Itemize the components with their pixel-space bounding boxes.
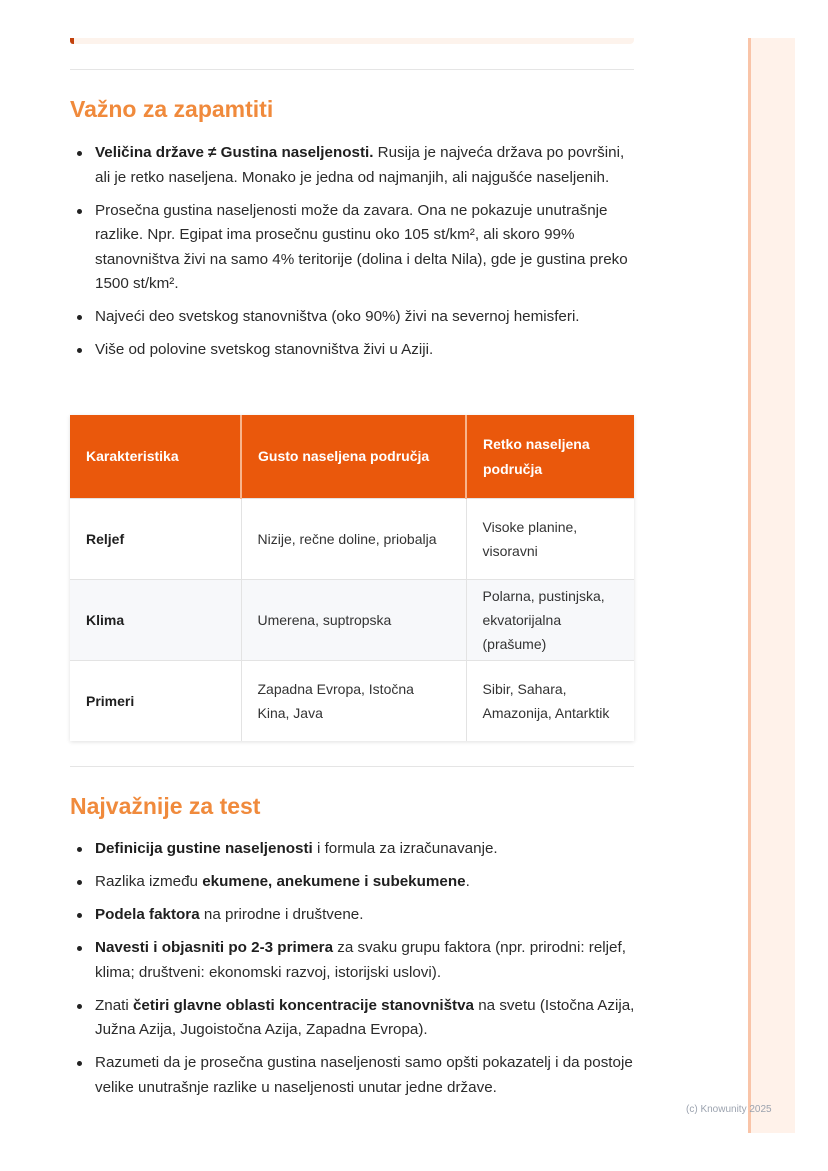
table-row-label: Klima (70, 580, 241, 661)
list-item: Razlika između ekumene, anekumene i subekumene. (70, 870, 636, 895)
list-item: Definicija gustine naseljenosti i formula za izračunavanje. (70, 837, 636, 862)
test-list (70, 837, 636, 1109)
vazno-list (70, 141, 636, 371)
table-header-row (70, 415, 634, 499)
section-title-vazno: Važno za zapamtiti (70, 96, 274, 122)
previous-box-bottom (70, 38, 634, 44)
table-row-label: Primeri (70, 661, 241, 742)
table-header-cell: Gusto naseljena područja (241, 415, 466, 499)
table-row-label: Reljef (70, 499, 241, 580)
table-header-cell: Retko naseljena područja (466, 415, 634, 499)
table-cell: Nizije, rečne doline, priobalja (241, 499, 466, 580)
table-row (70, 661, 634, 742)
list-item: Više od polovine svetskog stanovništva živi u Aziji. (70, 338, 636, 363)
list-item: Prosečna gustina naseljenosti može da zavara. Ona ne pokazuje unutrašnje razlike. Npr. Egipat ima prosečnu gustinu oko 105 st/km², ali skoro 99% stanovništva živi na samo 4% teritorije (dolina i delta Nila), gde je gustina preko 1500 st/km². (70, 199, 636, 297)
table-cell: Sibir, Sahara, Amazonija, Antarktik (466, 661, 634, 742)
table-header-cell: Karakteristika (70, 415, 241, 499)
divider (70, 766, 634, 767)
list-item: Znati četiri glavne oblasti koncentracije stanovništva na svetu (Istočna Azija, Južna Azija, Jugoistočna Azija, Zapadna Evropa). (70, 994, 636, 1043)
table-cell: Umerena, suptropska (241, 580, 466, 661)
page-edge-strip (748, 38, 795, 1133)
copyright-footer: (c) Knowunity 2025 (686, 1104, 772, 1115)
table-cell: Zapadna Evropa, Istočna Kina, Java (241, 661, 466, 742)
list-item: Razumeti da je prosečna gustina naseljenosti samo opšti pokazatelj i da postoje velike unutrašnje razlike u naseljenosti unutar jedne države. (70, 1051, 636, 1100)
table-row (70, 499, 634, 580)
table-cell: Visoke planine, visoravni (466, 499, 634, 580)
list-item: Podela faktora na prirodne i društvene. (70, 903, 636, 928)
list-item: Najveći deo svetskog stanovništva (oko 90%) živi na severnoj hemisferi. (70, 305, 636, 330)
table-row (70, 580, 634, 661)
section-title-test: Najvažnije za test (70, 793, 261, 819)
list-item: Veličina države ≠ Gustina naseljenosti. Rusija je najveća država po površini, ali je retko naseljena. Monako je jedna od najmanjih, ali najgušće naseljenih. (70, 141, 636, 190)
list-item: Navesti i objasniti po 2-3 primera za svaku grupu faktora (npr. prirodni: reljef, klima; društveni: ekonomski razvoj, istorijski uslovi). (70, 936, 636, 985)
comparison-table (70, 415, 634, 741)
previous-box-accent (70, 38, 74, 44)
divider (70, 69, 634, 70)
table-cell: Polarna, pustinjska, ekvatorijalna (prašume) (466, 580, 634, 661)
